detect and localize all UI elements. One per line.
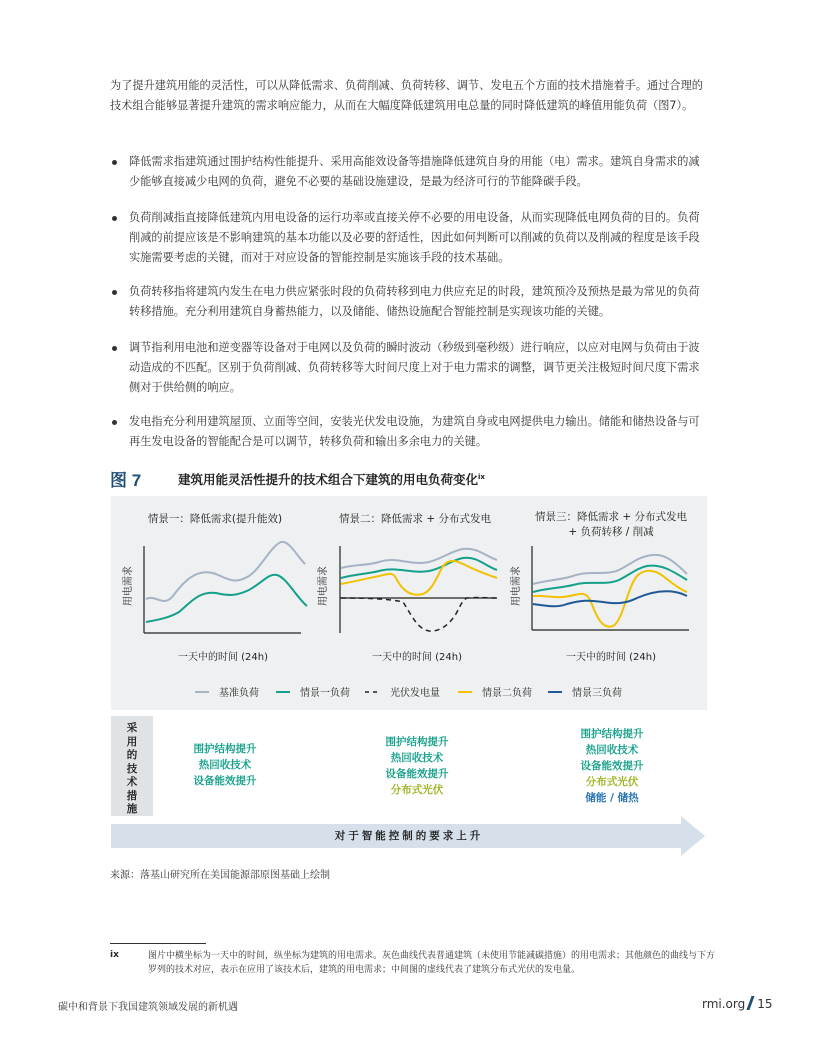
bullet-item bbox=[110, 338, 710, 398]
scenario-1-xlabel: 一天中的时间 (24h) bbox=[177, 652, 269, 663]
scenario-1-chart bbox=[121, 512, 307, 663]
footnote-divider bbox=[110, 943, 206, 944]
tech-item: 热回收技术 bbox=[585, 744, 639, 756]
bullet-text: 调节指利用电池和逆变器等设备对于电网以及负荷的瞬时波动（秒级到毫秒级）进行响应，以应对电网与负荷由于波动造成的不匹配。区别于负荷削减、负荷转移等大时间尺度上对于电力需求的调整，调节更关注极短时间尺度下需求侧对于供给侧的响应。 bbox=[129, 341, 700, 394]
scenario-3-ylabel: 用电需求 bbox=[511, 566, 522, 606]
tech-item: 分布式光伏 bbox=[390, 784, 444, 796]
scenario-3-chart bbox=[509, 510, 689, 663]
tech-item: 分布式光伏 bbox=[585, 776, 639, 788]
footer-report-title: 碳中和背景下我国建筑领域发展的新机遇 bbox=[58, 1002, 238, 1013]
tech-item: 储能 / 储热 bbox=[585, 792, 639, 804]
slash-divider-icon bbox=[747, 996, 755, 1010]
tech-item: 热回收技术 bbox=[198, 759, 252, 771]
figure-title-text: 建筑用能灵活性提升的技术组合下建筑的用电负荷变化 bbox=[178, 472, 479, 487]
scenario-2-load-curve-2 bbox=[341, 561, 497, 595]
bullet-item bbox=[110, 208, 710, 268]
legend-label-scenario-2: 情景二负荷 bbox=[482, 688, 532, 699]
scenario-1-baseline-curve bbox=[146, 542, 305, 601]
scenario-2-chart bbox=[316, 512, 497, 663]
tech-column-1 bbox=[170, 741, 280, 789]
figure-label: 图 7 bbox=[110, 471, 142, 490]
bullet-dot bbox=[112, 346, 117, 351]
tech-column-3 bbox=[557, 726, 667, 806]
control-requirement-arrow bbox=[111, 814, 707, 858]
bullet-text: 发电指充分利用建筑屋顶、立面等空间，安装光伏发电设施，为建筑自身或电网提供电力输出。储能和储热设备与可再生发电设备的智能配合是可以调节，转移负荷和输出多余电力的关键。 bbox=[129, 415, 700, 448]
tech-column-2 bbox=[362, 734, 472, 798]
figure-title-footnote-ref: ix bbox=[478, 472, 485, 481]
arrow-text: 对于智能控制的要求上升 bbox=[334, 830, 484, 842]
scenario-3-load-curve-3 bbox=[533, 591, 687, 606]
tech-item: 围护结构提升 bbox=[385, 736, 449, 748]
footnote-text: 图片中横坐标为一天中的时间，纵坐标为建筑的用电需求。灰色曲线代表普通建筑（未使用节能减碳措施）的用电需求；其他颜色的曲线与下方罗列的技术对应，表示在应用了该技术后，建筑的用电需求；中间图的虚线代表了建筑分布式光伏的发电量。 bbox=[148, 951, 716, 975]
bullet-dot bbox=[112, 160, 117, 165]
footer-page-info bbox=[702, 996, 773, 1011]
bullet-dot bbox=[112, 420, 117, 425]
tech-item: 围护结构提升 bbox=[580, 728, 644, 740]
tech-item: 设备能效提升 bbox=[385, 768, 449, 780]
tech-side-label: 采用的技术措施 bbox=[126, 722, 138, 815]
bullet-dot bbox=[112, 216, 117, 221]
scenario-charts bbox=[111, 496, 707, 710]
page-number: 15 bbox=[757, 997, 773, 1011]
scenario-3-title-line-2: + 负荷转移 / 削减 bbox=[568, 526, 654, 538]
scenario-3-baseline-curve bbox=[533, 555, 687, 584]
tech-item: 热回收技术 bbox=[390, 752, 444, 764]
figure-panel bbox=[111, 496, 707, 710]
scenario-2-xlabel: 一天中的时间 (24h) bbox=[371, 652, 463, 663]
tech-item: 围护结构提升 bbox=[193, 743, 257, 755]
footnote-mark: ix bbox=[110, 950, 119, 960]
scenario-3-xlabel: 一天中的时间 (24h) bbox=[565, 652, 657, 663]
scenario-2-ylabel: 用电需求 bbox=[318, 566, 329, 606]
legend-label-scenario-3: 情景三负荷 bbox=[572, 688, 622, 699]
bullet-item bbox=[110, 412, 710, 452]
scenario-1-title: 情景一：降低需求(提升能效) bbox=[147, 513, 283, 525]
tech-item: 设备能效提升 bbox=[193, 775, 257, 787]
legend-label-pv: 光伏发电量 bbox=[390, 688, 440, 699]
bullet-text: 负荷转移指将建筑内发生在电力供应紧张时段的负荷转移到电力供应充足的时段，建筑预冷及预热是最为常见的负荷转移措施。充分利用建筑自身蓄热能力，以及储能、储热设施配合智能控制是实现该功能的关键。 bbox=[129, 285, 700, 318]
figure-title bbox=[178, 470, 485, 488]
bullet-item bbox=[110, 282, 710, 322]
bullet-dot bbox=[112, 290, 117, 295]
bullet-text: 降低需求指建筑通过围护结构性能提升、采用高能效设备等措施降低建筑自身的用能（电）需求。建筑自身需求的减少能够直接减少电网的负荷，避免不必要的基础设施建设，是最为经济可行的节能降碳手段。 bbox=[129, 155, 700, 188]
intro-paragraph: 为了提升建筑用能的灵活性，可以从降低需求、负荷削减、负荷转移、调节、发电五个方面的技术措施着手。通过合理的技术组合能够显著提升建筑的需求响应能力，从而在大幅度降低建筑用电总量的同时降低建筑的峰值用能负荷（图7）。 bbox=[110, 79, 703, 112]
tech-item: 设备能效提升 bbox=[580, 760, 644, 772]
bullet-text: 负荷削减指直接降低建筑内用电设备的运行功率或直接关停不必要的用电设备，从而实现降低电网负荷的目的。负荷削减的前提应该是不影响建筑的基本功能以及必要的舒适性，因此如何判断可以削减的负荷以及削减的程度是该手段实施需要考虑的关键，而对于对应设备的智能控制是实施该手段的技术基础。 bbox=[129, 211, 700, 264]
scenario-2-pv-curve bbox=[341, 598, 497, 632]
scenario-2-title: 情景二：降低需求 + 分布式发电 bbox=[339, 513, 491, 525]
scenario-1-ylabel: 用电需求 bbox=[123, 566, 134, 606]
chart-legend bbox=[195, 686, 622, 699]
scenario-2-load-curve bbox=[341, 558, 497, 578]
legend-label-baseline: 基准负荷 bbox=[219, 688, 259, 699]
figure-source: 来源：落基山研究所在美国能源部原图基础上绘制 bbox=[110, 870, 330, 881]
scenario-3-title-line-1: 情景三：降低需求 + 分布式发电 bbox=[535, 511, 687, 523]
legend-label-scenario-1: 情景一负荷 bbox=[300, 688, 350, 699]
footer-site[interactable]: rmi.org bbox=[702, 997, 746, 1011]
bullet-item bbox=[110, 152, 710, 192]
